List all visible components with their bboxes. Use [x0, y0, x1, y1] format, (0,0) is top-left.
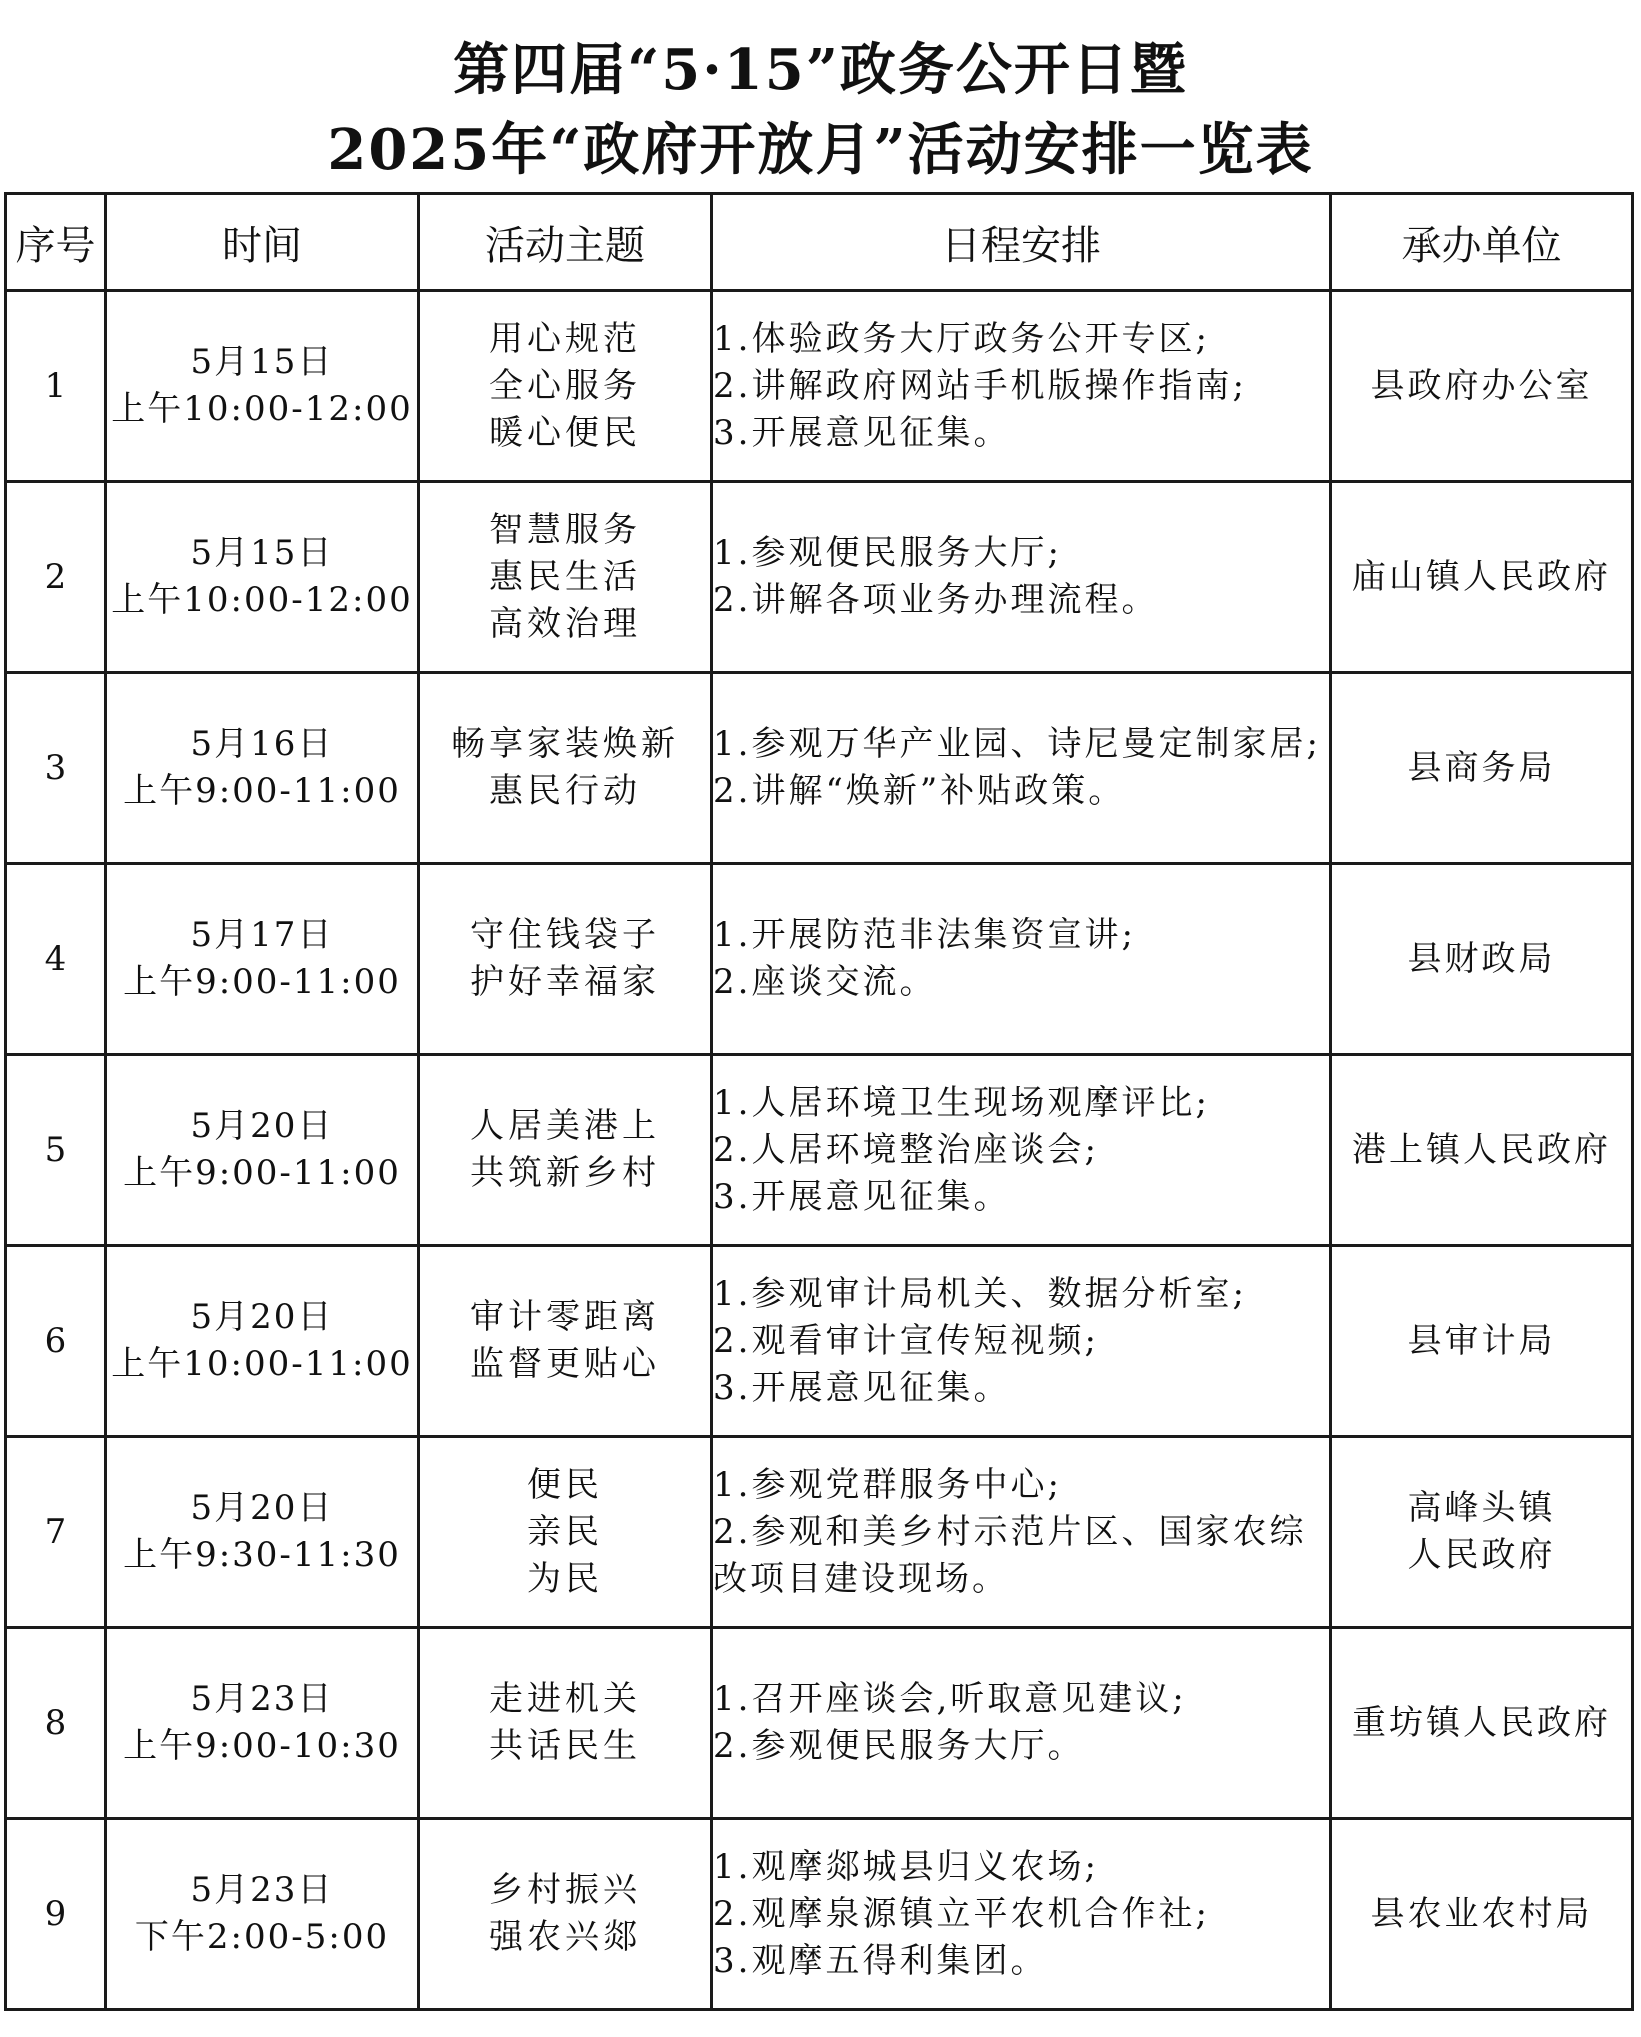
theme-line: 护好幸福家: [470, 962, 660, 1002]
theme-cell: [419, 482, 712, 673]
document-title-line-2: 2025年“政府开放月”活动安排一览表: [327, 117, 1314, 183]
table-header-row: [6, 194, 1633, 291]
schedule-item: 2.观摩泉源镇立平农机合作社;: [713, 1893, 1210, 1934]
table-row: [6, 673, 1633, 864]
header-time: 时间: [106, 194, 419, 291]
row-number-cell: 5: [6, 1055, 106, 1246]
theme-line: 审计零距离: [470, 1297, 660, 1337]
schedule-item: 2.参观便民服务大厅。: [713, 1726, 1085, 1766]
activity-date: 5月20日: [190, 1106, 334, 1146]
theme-cell: [419, 1246, 712, 1437]
theme-line: 共筑新乡村: [470, 1153, 660, 1193]
organizer-line: 高峰头镇: [1407, 1488, 1556, 1528]
organizer-line: 人民政府: [1407, 1535, 1556, 1575]
schedule-cell: [712, 1819, 1331, 2010]
table-body: [6, 291, 1633, 2010]
organizer-line: 县审计局: [1407, 1320, 1556, 1361]
theme-line: 惠民行动: [489, 771, 641, 811]
organizer-cell: [1331, 291, 1633, 482]
theme-cell: [419, 1437, 712, 1628]
activity-date: 5月16日: [190, 724, 334, 764]
schedule-item: 1.人居环境卫生现场观摩评比;: [713, 1082, 1210, 1123]
theme-line: 为民: [527, 1558, 603, 1599]
row-number-cell: 8: [6, 1628, 106, 1819]
time-cell: [106, 1246, 419, 1437]
time-cell: [106, 673, 419, 864]
header-schedule: 日程安排: [712, 194, 1331, 291]
theme-line: 便民: [527, 1464, 603, 1505]
table-row: [6, 1437, 1633, 1628]
theme-line: 惠民生活: [489, 556, 641, 597]
activity-schedule-table: [4, 192, 1634, 2011]
theme-line: 全心服务: [489, 365, 641, 406]
schedule-item: 2.观看审计宣传短视频;: [713, 1320, 1099, 1361]
schedule-cell: [712, 482, 1331, 673]
activity-date: 5月20日: [190, 1297, 334, 1337]
time-cell: [106, 864, 419, 1055]
organizer-cell: [1331, 864, 1633, 1055]
time-cell: [106, 1437, 419, 1628]
table-row: [6, 1628, 1633, 1819]
organizer-line: 县农业农村局: [1370, 1893, 1593, 1934]
organizer-cell: [1331, 1819, 1633, 2010]
document-title-line-1: 第四届“5·15”政务公开日暨: [453, 37, 1188, 103]
organizer-cell: [1331, 1437, 1633, 1628]
header-no: 序号: [6, 194, 106, 291]
organizer-line: 庙山镇人民政府: [1352, 556, 1611, 597]
row-number-cell: 7: [6, 1437, 106, 1628]
schedule-item: 1.观摩郯城县归义农场;: [713, 1846, 1099, 1887]
organizer-cell: [1331, 673, 1633, 864]
theme-line: 亲民: [527, 1511, 603, 1552]
theme-line: 高效治理: [489, 603, 641, 644]
organizer-cell: [1331, 1628, 1633, 1819]
table-row: [6, 1055, 1633, 1246]
organizer-line: 港上镇人民政府: [1352, 1129, 1611, 1170]
schedule-cell: [712, 864, 1331, 1055]
row-number-cell: 2: [6, 482, 106, 673]
row-number-cell: 1: [6, 291, 106, 482]
time-cell: [106, 1055, 419, 1246]
time-cell: [106, 1819, 419, 2010]
activity-date: 5月20日: [190, 1488, 334, 1528]
schedule-item: 3.开展意见征集。: [713, 1176, 1011, 1217]
activity-time: 上午10:00-12:00: [111, 580, 413, 620]
activity-time: 上午9:00-11:00: [123, 771, 401, 811]
activity-date: 5月23日: [190, 1679, 334, 1719]
theme-line: 暖心便民: [489, 412, 641, 453]
schedule-item: 1.召开座谈会,听取意见建议;: [713, 1679, 1187, 1719]
theme-line: 守住钱袋子: [470, 915, 660, 955]
schedule-item: 1.参观便民服务大厅;: [713, 533, 1062, 573]
organizer-cell: [1331, 1246, 1633, 1437]
table-row: [6, 482, 1633, 673]
schedule-item: 1.参观万华产业园、诗尼曼定制家居;: [713, 724, 1321, 764]
time-cell: [106, 291, 419, 482]
header-organizer: 承办单位: [1331, 194, 1633, 291]
row-number-cell: 9: [6, 1819, 106, 2010]
theme-line: 智慧服务: [489, 509, 641, 550]
schedule-item: 1.开展防范非法集资宣讲;: [713, 915, 1136, 955]
organizer-cell: [1331, 1055, 1633, 1246]
schedule-item: 2.参观和美乡村示范片区、国家农综改项目建设现场。: [713, 1511, 1307, 1599]
schedule-item: 2.讲解“焕新”补贴政策。: [713, 771, 1126, 811]
theme-cell: [419, 1055, 712, 1246]
table-row: [6, 864, 1633, 1055]
row-number-cell: 4: [6, 864, 106, 1055]
theme-cell: [419, 673, 712, 864]
theme-line: 强农兴郯: [489, 1917, 641, 1957]
theme-cell: [419, 864, 712, 1055]
schedule-cell: [712, 1628, 1331, 1819]
table-row: [6, 1246, 1633, 1437]
activity-date: 5月15日: [190, 533, 334, 573]
schedule-item: 3.开展意见征集。: [713, 412, 1011, 453]
activity-time: 上午9:00-10:30: [123, 1726, 401, 1766]
header-theme: 活动主题: [419, 194, 712, 291]
schedule-cell: [712, 1246, 1331, 1437]
organizer-line: 重坊镇人民政府: [1352, 1702, 1611, 1743]
activity-time: 上午10:00-11:00: [111, 1344, 413, 1384]
theme-line: 乡村振兴: [489, 1870, 641, 1910]
schedule-item: 1.参观党群服务中心;: [713, 1464, 1062, 1505]
table-row: [6, 291, 1633, 482]
activity-date: 5月15日: [190, 342, 334, 382]
activity-time: 下午2:00-5:00: [134, 1917, 390, 1957]
activity-time: 上午10:00-12:00: [111, 389, 413, 429]
schedule-cell: [712, 673, 1331, 864]
theme-line: 人居美港上: [470, 1106, 660, 1146]
schedule-item: 3.开展意见征集。: [713, 1367, 1011, 1408]
schedule-item: 2.讲解政府网站手机版操作指南;: [713, 365, 1247, 406]
organizer-line: 县商务局: [1407, 747, 1556, 788]
row-number-cell: 6: [6, 1246, 106, 1437]
theme-cell: [419, 1819, 712, 2010]
row-number-cell: 3: [6, 673, 106, 864]
schedule-cell: [712, 1437, 1331, 1628]
organizer-line: 县财政局: [1407, 938, 1556, 979]
schedule-item: 2.讲解各项业务办理流程。: [713, 580, 1159, 620]
time-cell: [106, 1628, 419, 1819]
table-row: [6, 1819, 1633, 2010]
schedule-cell: [712, 1055, 1331, 1246]
organizer-cell: [1331, 482, 1633, 673]
time-cell: [106, 482, 419, 673]
activity-time: 上午9:00-11:00: [123, 1153, 401, 1193]
schedule-item: 3.观摩五得利集团。: [713, 1940, 1048, 1981]
schedule-item: 2.人居环境整治座谈会;: [713, 1129, 1099, 1170]
theme-line: 走进机关: [489, 1679, 641, 1719]
activity-time: 上午9:00-11:00: [123, 962, 401, 1002]
schedule-item: 2.座谈交流。: [713, 962, 937, 1002]
theme-line: 共话民生: [489, 1726, 641, 1766]
schedule-item: 1.参观审计局机关、数据分析室;: [713, 1273, 1247, 1314]
theme-line: 用心规范: [489, 318, 641, 359]
theme-cell: [419, 291, 712, 482]
schedule-cell: [712, 291, 1331, 482]
theme-cell: [419, 1628, 712, 1819]
theme-line: 监督更贴心: [470, 1344, 660, 1384]
activity-time: 上午9:30-11:30: [123, 1535, 401, 1575]
activity-date: 5月23日: [190, 1870, 334, 1910]
organizer-line: 县政府办公室: [1370, 365, 1593, 406]
activity-date: 5月17日: [190, 915, 334, 955]
schedule-item: 1.体验政务大厅政务公开专区;: [713, 318, 1210, 359]
theme-line: 畅享家装焕新: [451, 724, 679, 764]
